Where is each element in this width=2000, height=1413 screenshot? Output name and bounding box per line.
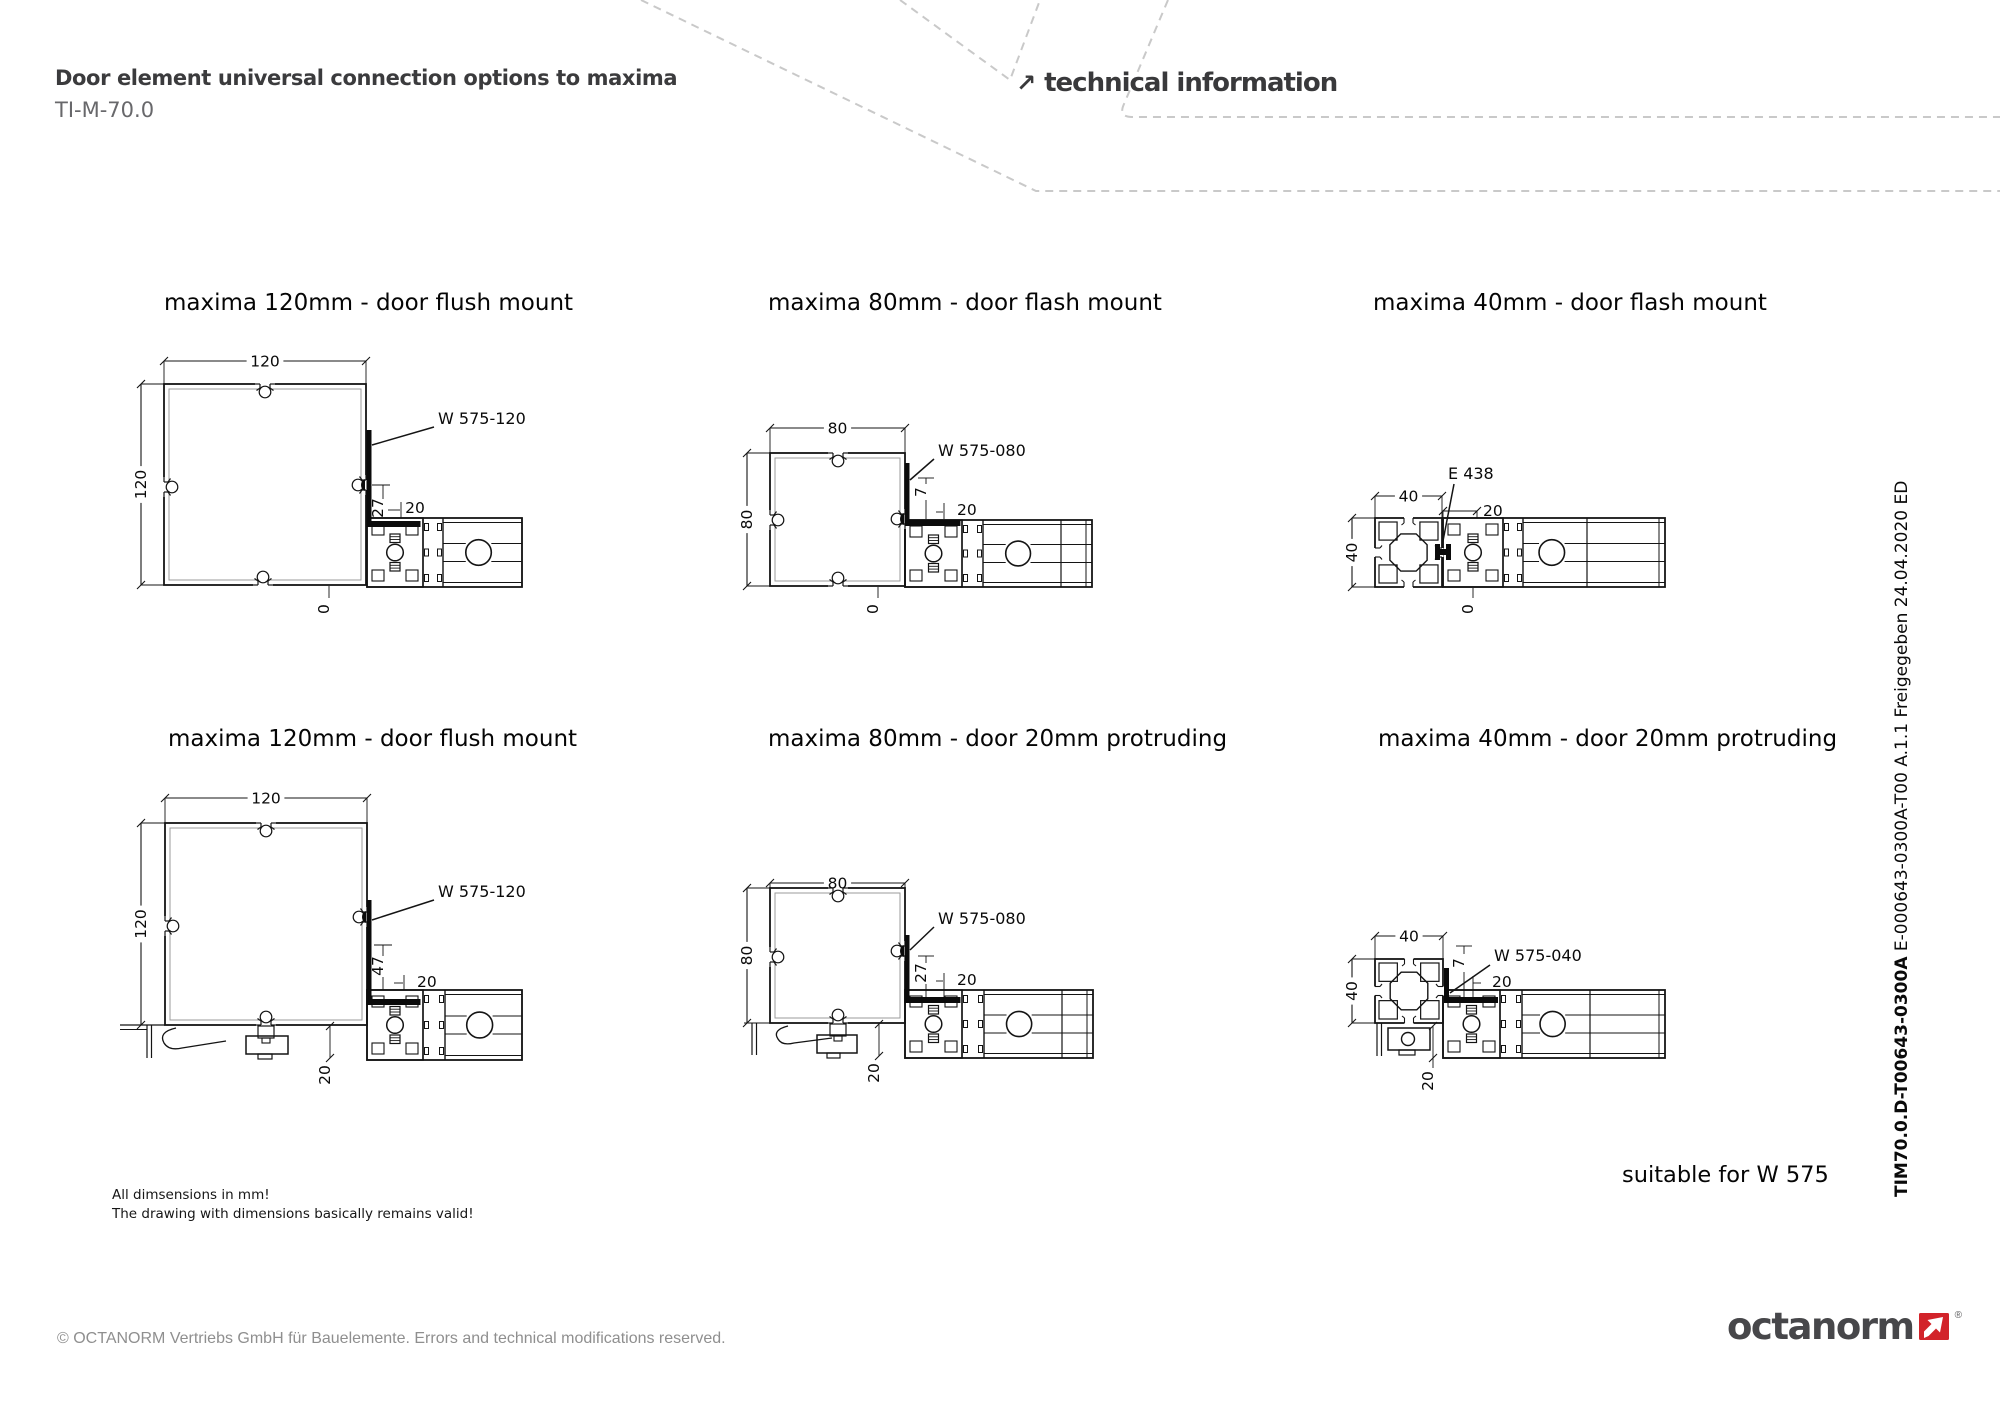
drawing-3-title: maxima 40mm - door flash mount [1373, 290, 1767, 316]
svg-text:80: 80 [827, 874, 848, 893]
svg-text:40: 40 [1399, 927, 1419, 946]
svg-text:120: 120 [250, 352, 280, 371]
brand-technical-information [1016, 68, 1337, 98]
svg-text:7: 7 [1450, 958, 1468, 968]
note-line-1: All dimsensions in mm! [112, 1187, 270, 1203]
svg-text:E 438: E 438 [1448, 464, 1494, 483]
svg-text:7: 7 [912, 487, 930, 497]
svg-text:120: 120 [251, 789, 281, 808]
svg-text:80: 80 [738, 509, 756, 530]
svg-text:20: 20 [1419, 1071, 1437, 1091]
octanorm-wordmark: octanorm [1727, 1305, 1914, 1348]
svg-text:27: 27 [912, 963, 930, 983]
drawing-2 [738, 420, 1092, 614]
svg-text:W 575-080: W 575-080 [938, 909, 1026, 928]
svg-text:27: 27 [369, 498, 387, 518]
drawing-5-title: maxima 80mm - door 20mm protruding [768, 726, 1228, 752]
svg-text:40: 40 [1343, 981, 1361, 1001]
octanorm-arrow-icon [1919, 1312, 1950, 1341]
svg-text:80: 80 [827, 419, 848, 438]
octanorm-logo [1727, 1305, 1962, 1348]
drawing-2-title: maxima 80mm - door flash mount [768, 290, 1162, 316]
svg-text:120: 120 [132, 909, 150, 939]
svg-text:W 575-120: W 575-120 [438, 409, 526, 428]
svg-text:20: 20 [957, 501, 977, 519]
drawing-4 [120, 790, 526, 1085]
svg-text:20: 20 [957, 971, 977, 989]
note-line-2: The drawing with dimensions basically remains valid! [112, 1206, 474, 1222]
svg-text:0: 0 [315, 604, 333, 614]
svg-text:W 575-080: W 575-080 [938, 441, 1026, 460]
northeast-arrow-icon: ↗ [1016, 69, 1037, 97]
revision-side-text [1892, 397, 1914, 1197]
svg-text:20: 20 [417, 973, 437, 991]
drawing-3 [1343, 464, 1665, 614]
svg-text:W 575-040: W 575-040 [1494, 946, 1582, 965]
document-id: TI-M-70.0 [55, 98, 155, 122]
svg-text:40: 40 [1398, 487, 1419, 506]
svg-text:40: 40 [1343, 542, 1361, 563]
svg-text:20: 20 [405, 499, 425, 517]
brand-label: technical information [1044, 68, 1338, 98]
drawing-4-title: maxima 120mm - door flush mount [168, 726, 578, 752]
dimension-notes [112, 1186, 474, 1224]
svg-text:20: 20 [1492, 973, 1512, 991]
suitable-for-note: suitable for W 575 [1622, 1162, 1829, 1188]
revision-code-regular: E-000643-0300A-T00 A.1.1 Freigegeben 24.04.2020 ED [1892, 480, 1912, 952]
svg-text:20: 20 [1483, 502, 1503, 520]
svg-text:0: 0 [1459, 604, 1477, 614]
drawing-6 [1343, 928, 1665, 1091]
drawing-1-title: maxima 120mm - door flush mount [164, 290, 574, 316]
drawing-6-title: maxima 40mm - door 20mm protruding [1378, 726, 1838, 752]
svg-text:0: 0 [864, 604, 882, 614]
svg-text:20: 20 [316, 1065, 334, 1085]
drawing-1 [132, 353, 526, 614]
svg-text:80: 80 [738, 945, 756, 966]
svg-text:W 575-120: W 575-120 [438, 882, 526, 901]
revision-code-bold: TIM70.0.D-T00643-0300A [1892, 956, 1912, 1197]
page-title: Door element universal connection options to maxima [55, 66, 678, 90]
drawing-5 [738, 875, 1093, 1083]
svg-text:120: 120 [132, 469, 150, 500]
svg-text:47: 47 [369, 956, 387, 976]
copyright-text: © OCTANORM Vertriebs GmbH für Bauelemente. Errors and technical modifications reserved. [57, 1330, 726, 1347]
svg-text:20: 20 [865, 1063, 883, 1083]
registered-mark: ® [1954, 1310, 1962, 1321]
